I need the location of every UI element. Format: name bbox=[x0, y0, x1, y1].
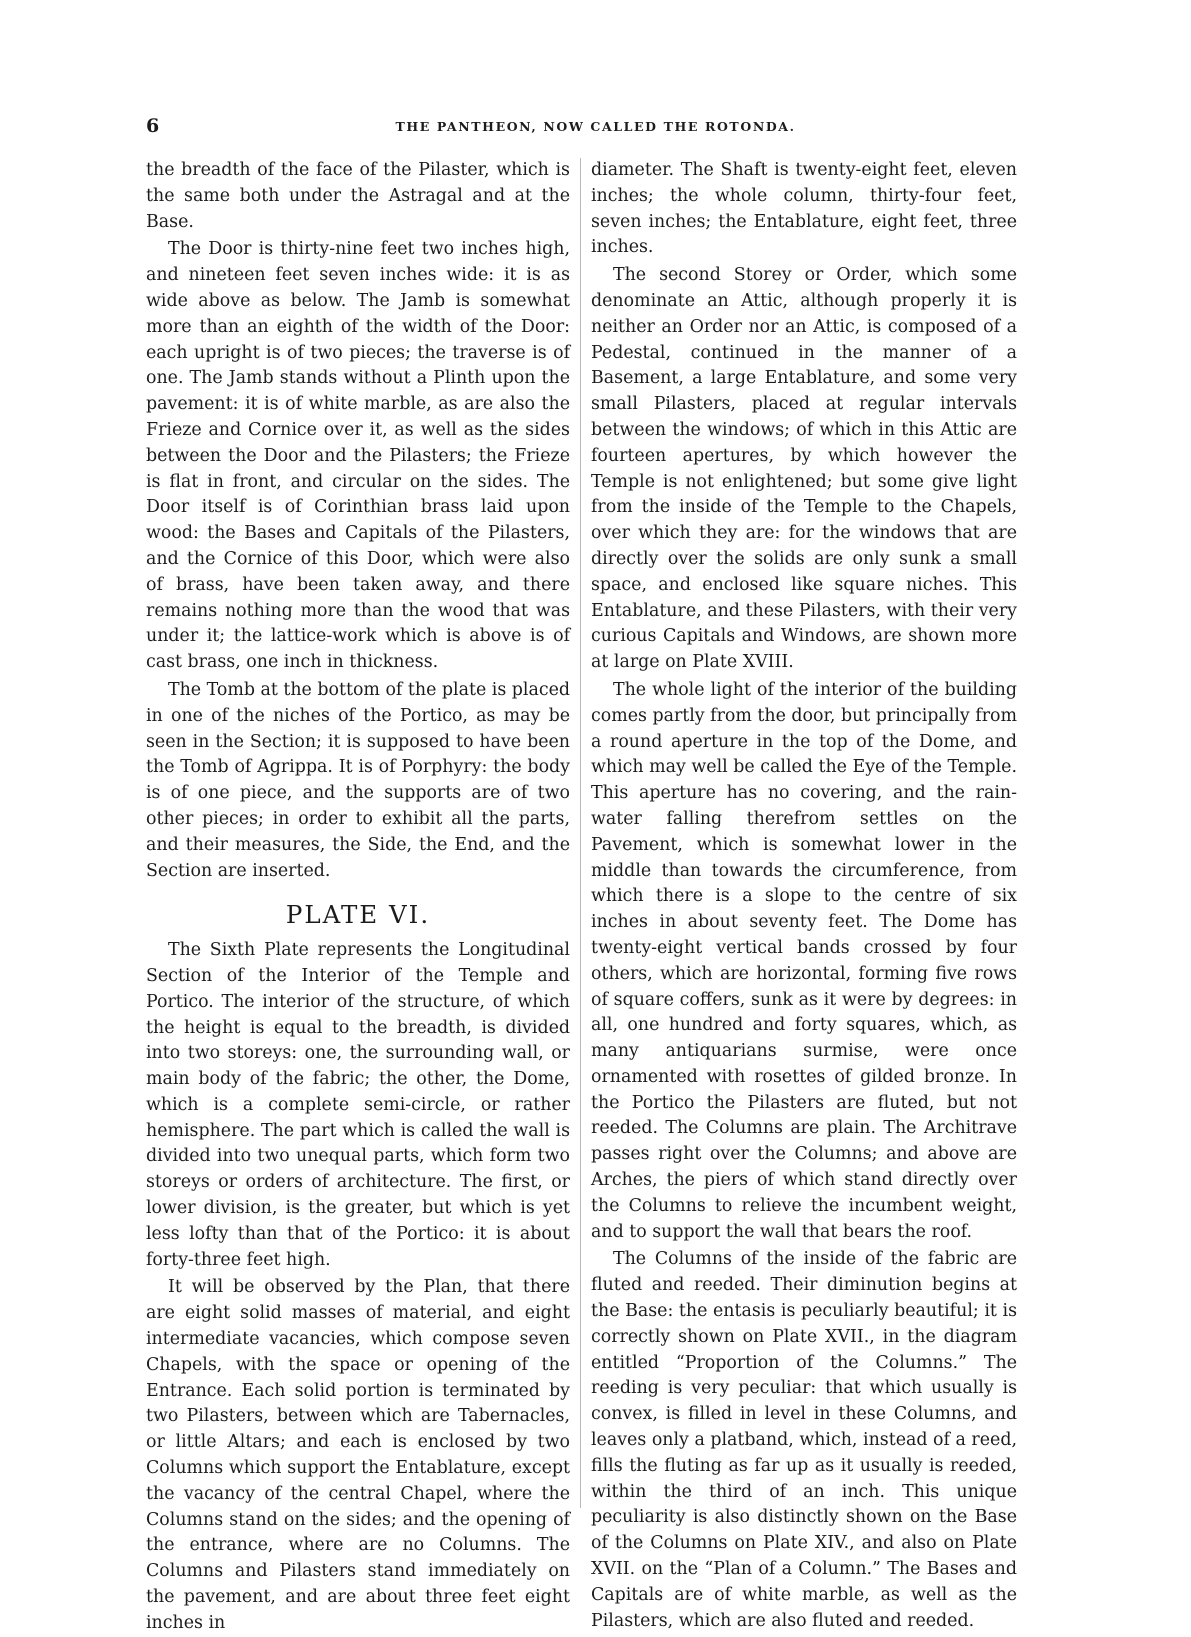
running-head: THE PANTHEON, NOW CALLED THE ROTONDA. bbox=[395, 119, 796, 134]
left-column bbox=[146, 158, 570, 1637]
paragraph: The Door is thirty-nine feet two inches high, and nineteen feet seven inches wide: it is as wide above as below. The Jamb is somewhat more than an eighth of the width of the Door: each upright is of two pieces; the traverse is of one. The Jamb stands without a Plinth upon the pavement: it is of white marble, as are also the Frieze and Cornice over it, as well as the sides between the Door and the Pilasters; the Frieze is flat in front, and circular on the sides. The Door itself is of Corinthian brass laid upon wood: the Bases and Capitals of the Pilasters, and the Cornice of this Door, which were also of brass, have been taken away, and there remains nothing more than the wood that was under it; the lattice-work which is above is of cast brass, one inch in thickness. bbox=[146, 239, 570, 673]
plate-heading: PLATE VI. bbox=[285, 900, 431, 930]
paragraph: It will be observed by the Plan, that there are eight solid masses of material, and eight intermediate vacancies, which compose seven Chapels, with the space or opening of the Entrance. Each solid portion is terminated by two Pilasters, between which are Tabernacles, or little Altars; and each is enclosed by two Columns which support the Entablature, except the vacancy of the central Chapel, where the Columns stand on the sides; and the opening of the entrance, where are no Columns. The Columns and Pilasters stand immediately on the pavement, and are about three feet eight inches in bbox=[146, 1277, 570, 1633]
page-number: 6 bbox=[146, 115, 160, 137]
right-column bbox=[591, 158, 1017, 1634]
paragraph: The Columns of the inside of the fabric are fluted and reeded. Their diminution begins at the Base: the entasis is peculiarly beautiful; it is correctly shown on Plate XVII., in the diagram entitled “Proportion of the Columns.” The reeding is very peculiar: that which usually is convex, is filled in level in these Columns, and leaves only a platband, which, instead of a reed, fills the fluting as far up as it usually is reeded, within the third of an inch. This unique peculiarity is also distinctly shown on the Base of the Columns on Plate XIV., and also on Plate XVII. on the “Plan of a Column.” The Bases and Capitals are of white marble, as well as the Pilasters, which are also fluted and reeded. bbox=[591, 1249, 1017, 1631]
paragraph: diameter. The Shaft is twenty-eight feet, eleven inches; the whole column, thirty-four feet, seven inches; the Entablature, eight feet, three inches. bbox=[591, 160, 1017, 258]
paragraph: The second Storey or Order, which some denominate an Attic, although properly it is neither an Order nor an Attic, is composed of a Pedestal, continued in the manner of a Basement, a large Entablature, and some very small Pilasters, placed at regular intervals between the windows; of which in this Attic are fourteen apertures, by which however the Temple is not enlightened; but some give light from the inside of the Temple to the Chapels, over which they are: for the windows that are directly over the solids are only sunk a small space, and enclosed like square niches. This Entablature, and these Pilasters, with their very curious Capitals and Windows, are shown more at large on Plate XVIII. bbox=[591, 265, 1017, 673]
paragraph: the breadth of the face of the Pilaster, which is the same both under the Astragal and at the Base. bbox=[146, 160, 570, 232]
paragraph: The Sixth Plate represents the Longitudinal Section of the Interior of the Temple and Portico. The interior of the structure, of which the height is equal to the breadth, is divided into two storeys: one, the surrounding wall, or main body of the fabric; the other, the Dome, which is a complete semi-circle, or rather hemisphere. The part which is called the wall is divided into two unequal parts, which form two storeys or orders of architecture. The first, or lower division, is the greater, but which is yet less lofty than that of the Portico: it is about forty-three feet high. bbox=[146, 940, 570, 1270]
paragraph: The whole light of the interior of the building comes partly from the door, but principally from a round aperture in the top of the Dome, and which may well be called the Eye of the Temple. This aperture has no covering, and the rain-water falling therefrom settles on the Pavement, which is somewhat lower in the middle than towards the circumference, from which there is a slope to the centre of six inches in about seventy feet. The Dome has twenty-eight vertical bands crossed by four others, which are horizontal, forming five rows of square coffers, sunk as it were by degrees: in all, one hundred and forty squares, which, as many antiquarians surmise, were once ornamented with rosettes of gilded bronze. In the Portico the Pilasters are fluted, but not reeded. The Columns are plain. The Architrave passes right over the Columns; and above are Arches, the piers of which stand directly over the Columns to relieve the incumbent weight, and to support the wall that bears the roof. bbox=[591, 679, 1017, 1242]
paragraph: The Tomb at the bottom of the plate is placed in one of the niches of the Portico, as may be seen in the Section; it is supposed to have been the Tomb of Agrippa. It is of Porphyry: the body is of one piece, and the supports are of two other pieces; in order to exhibit all the parts, and their measures, the Side, the End, and the Section are inserted. bbox=[146, 679, 571, 881]
column-divider bbox=[580, 158, 581, 1508]
